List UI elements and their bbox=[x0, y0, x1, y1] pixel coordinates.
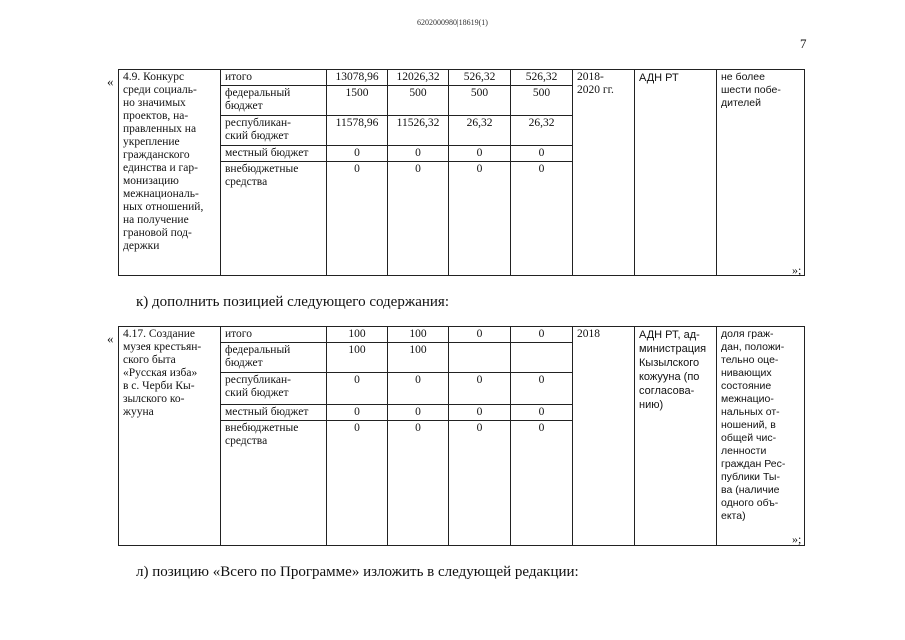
funding-source: республикан- ский бюджет bbox=[221, 116, 327, 146]
value-cell: 0 bbox=[511, 421, 573, 546]
executor: АДН РТ bbox=[635, 70, 717, 276]
value-cell: 0 bbox=[388, 146, 449, 162]
value-cell: 500 bbox=[511, 86, 573, 116]
value-cell: 0 bbox=[449, 405, 511, 421]
value-cell: 0 bbox=[511, 327, 573, 343]
value-cell: 11526,32 bbox=[388, 116, 449, 146]
value-cell: 26,32 bbox=[511, 116, 573, 146]
value-cell: 0 bbox=[327, 421, 388, 546]
value-cell: 0 bbox=[449, 373, 511, 405]
funding-source: итого bbox=[221, 327, 327, 343]
value-cell: 100 bbox=[327, 327, 388, 343]
value-cell: 100 bbox=[327, 343, 388, 373]
funding-source: внебюджетные средства bbox=[221, 162, 327, 276]
measure-name: 4.17. Создание музея крестьян- ского быта «Русская изба» в с. Черби Кы- зылского ко- жууна bbox=[119, 327, 221, 546]
value-cell: 500 bbox=[449, 86, 511, 116]
period: 2018 bbox=[573, 327, 635, 546]
value-cell: 0 bbox=[511, 373, 573, 405]
value-cell: 1500 bbox=[327, 86, 388, 116]
expected-result: не более шести побе- дителей bbox=[717, 70, 805, 276]
value-cell: 0 bbox=[511, 146, 573, 162]
value-cell: 100 bbox=[388, 327, 449, 343]
value-cell: 0 bbox=[449, 162, 511, 276]
value-cell: 526,32 bbox=[449, 70, 511, 86]
value-cell: 526,32 bbox=[511, 70, 573, 86]
funding-source: местный бюджет bbox=[221, 146, 327, 162]
funding-source: итого bbox=[221, 70, 327, 86]
program-table-4-17 bbox=[118, 326, 805, 546]
value-cell: 100 bbox=[388, 343, 449, 373]
funding-source: местный бюджет bbox=[221, 405, 327, 421]
quote-open-1: « bbox=[107, 74, 114, 89]
value-cell: 0 bbox=[327, 405, 388, 421]
funding-source: федеральный бюджет bbox=[221, 86, 327, 116]
paragraph-l: л) позицию «Всего по Программе» изложить в следующей редакции: bbox=[136, 564, 579, 580]
value-cell: 0 bbox=[449, 327, 511, 343]
value-cell: 12026,32 bbox=[388, 70, 449, 86]
paragraph-k: к) дополнить позицией следующего содержания: bbox=[136, 294, 449, 310]
value-cell: 0 bbox=[327, 162, 388, 276]
value-cell: 500 bbox=[388, 86, 449, 116]
page-number: 7 bbox=[800, 36, 807, 51]
value-cell bbox=[511, 343, 573, 373]
value-cell: 13078,96 bbox=[327, 70, 388, 86]
value-cell: 0 bbox=[327, 146, 388, 162]
value-cell: 0 bbox=[327, 373, 388, 405]
period: 2018- 2020 гг. bbox=[573, 70, 635, 276]
value-cell: 0 bbox=[511, 405, 573, 421]
document-code: 6202000980|18619(1) bbox=[417, 18, 488, 27]
value-cell: 0 bbox=[449, 146, 511, 162]
value-cell: 0 bbox=[388, 405, 449, 421]
value-cell: 0 bbox=[388, 162, 449, 276]
measure-name: 4.9. Конкурс среди социаль- но значимых проектов, на- правленных на укрепление гражданского единства и гар- монизацию межнациональ- ных отношений, на получение грановой под- держки bbox=[119, 70, 221, 276]
value-cell: 0 bbox=[449, 421, 511, 546]
funding-source: внебюджетные средства bbox=[221, 421, 327, 546]
quote-close-2: »; bbox=[792, 532, 802, 546]
value-cell: 0 bbox=[511, 162, 573, 276]
quote-close-1: »; bbox=[792, 263, 802, 277]
quote-open-2: « bbox=[107, 331, 114, 346]
funding-source: республикан- ский бюджет bbox=[221, 373, 327, 405]
value-cell: 0 bbox=[388, 373, 449, 405]
program-table-4-9 bbox=[118, 69, 805, 276]
value-cell: 0 bbox=[388, 421, 449, 546]
funding-source: федеральный бюджет bbox=[221, 343, 327, 373]
executor: АДН РТ, ад- министрация Кызылского кожууна (по согласова- нию) bbox=[635, 327, 717, 546]
value-cell: 26,32 bbox=[449, 116, 511, 146]
expected-result: доля граж- дан, положи- тельно оце- нивающих состояние межнацио- нальных от- ношений, в общей чис- ленности граждан Рес- публики Ты- ва (наличие одного объ- екта) bbox=[717, 327, 805, 546]
value-cell bbox=[449, 343, 511, 373]
value-cell: 11578,96 bbox=[327, 116, 388, 146]
